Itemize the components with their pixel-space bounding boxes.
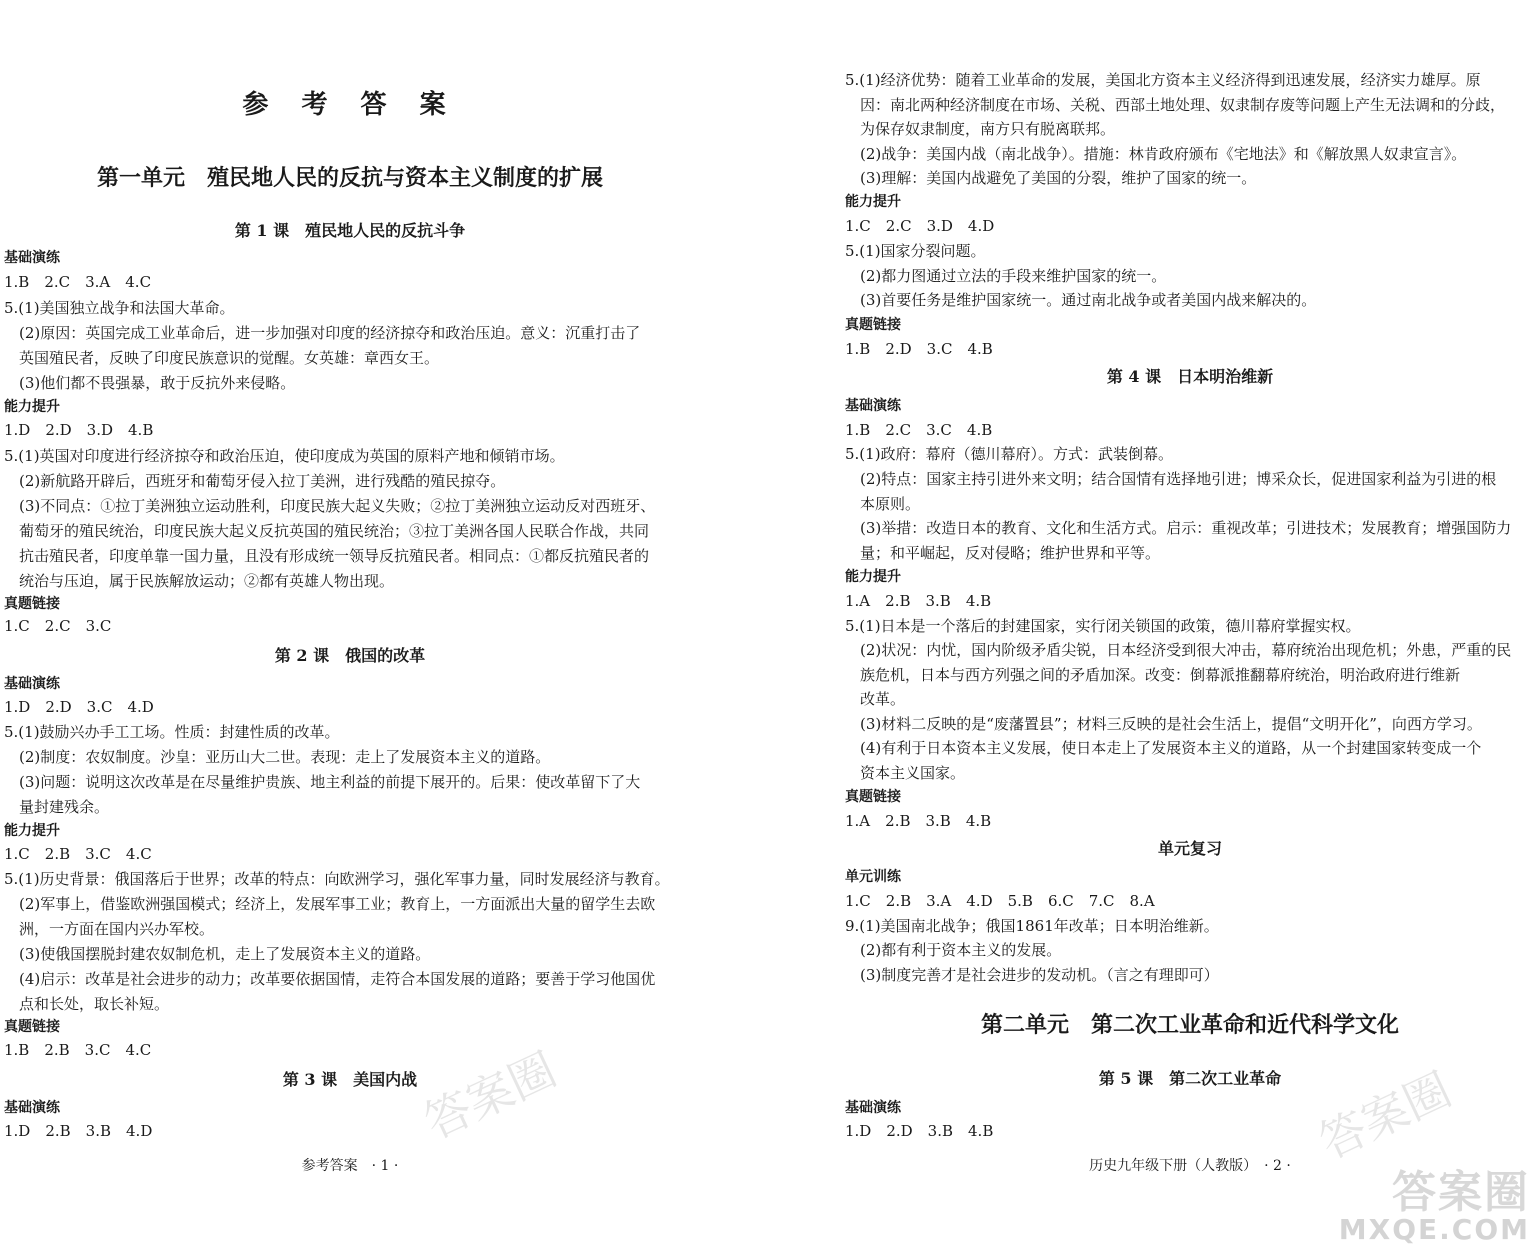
answer-line: (2)原因：英国完成工业革命后，进一步加强对印度的经济掠夺和政治压迫。意义：沉重打击了 bbox=[4, 324, 641, 342]
answer-line: 1.D 2.B 3.B 4.D bbox=[4, 1122, 153, 1140]
lesson-title: 第 1 课 殖民地人民的反抗斗争 bbox=[234, 221, 466, 240]
answer-line: (2)新航路开辟后，西班牙和葡萄牙侵入拉丁美洲，进行残酷的殖民掠夺。 bbox=[4, 472, 506, 490]
answer-line: 1.B 2.B 3.C 4.C bbox=[4, 1041, 152, 1059]
section-label: 能力提升 bbox=[4, 399, 60, 415]
answer-line: 5.(1)美国独立战争和法国大革命。 bbox=[4, 299, 235, 317]
answer-line: 1.B 2.C 3.C 4.B bbox=[845, 421, 993, 439]
answer-line: (3)不同点：①拉丁美洲独立运动胜利，印度民族大起义失败；②拉丁美洲独立运动反对西班牙、 bbox=[4, 497, 656, 515]
answer-line: 改革。 bbox=[845, 690, 906, 708]
section-label: 单元训练 bbox=[845, 869, 901, 885]
answer-line: (2)战争：美国内战（南北战争）。措施：林肯政府颁布《宅地法》和《解放黑人奴隶宣言》。 bbox=[845, 145, 1467, 163]
section-label: 真题链接 bbox=[845, 317, 901, 333]
answer-line: (3)使俄国摆脱封建农奴制危机，走上了发展资本主义的道路。 bbox=[4, 945, 431, 963]
answer-line: 1.C 2.C 3.D 4.D bbox=[845, 217, 995, 235]
answer-line: (4)启示：改革是社会进步的动力；改革要依据国情，走符合本国发展的道路；要善于学习他国优 bbox=[4, 970, 656, 988]
answer-line: 1.A 2.B 3.B 4.B bbox=[845, 812, 992, 830]
answer-line: (3)首要任务是维护国家统一。通过南北战争或者美国内战来解决的。 bbox=[845, 291, 1317, 309]
answer-line: 5.(1)经济优势：随着工业革命的发展，美国北方资本主义经济得到迅速发展，经济实力雄厚。原 bbox=[845, 71, 1481, 89]
answer-line: 资本主义国家。 bbox=[845, 764, 966, 782]
section-label: 真题链接 bbox=[4, 596, 60, 612]
answer-line: (3)问题：说明这次改革是在尽量维护贵族、地主利益的前提下展开的。后果：使改革留下了大 bbox=[4, 773, 641, 791]
answer-line: 1.D 2.D 3.D 4.B bbox=[4, 421, 154, 439]
answer-line: 量封建残余。 bbox=[4, 798, 110, 816]
answer-line: 本原则。 bbox=[845, 495, 921, 513]
answer-line: 英国殖民者，反映了印度民族意识的觉醒。女英雄：章西女王。 bbox=[4, 349, 440, 367]
lesson-title: 单元复习 bbox=[1157, 839, 1222, 858]
section-label: 能力提升 bbox=[4, 823, 60, 839]
answer-line: 9.(1)美国南北战争；俄国1861年改革；日本明治维新。 bbox=[845, 917, 1219, 935]
answer-line: (3)他们都不畏强暴，敢于反抗外来侵略。 bbox=[4, 374, 296, 392]
section-label: 能力提升 bbox=[845, 569, 901, 585]
answer-line: 1.C 2.B 3.A 4.D 5.B 6.C 7.C 8.A bbox=[845, 892, 1155, 910]
watermark-left: 答案圈 bbox=[416, 1042, 565, 1150]
lesson-title: 第 5 课 第二次工业革命 bbox=[1098, 1069, 1282, 1088]
answer-line: (3)举措：改造日本的教育、文化和生活方式。启示：重视改革；引进技术；发展教育；增强国防力 bbox=[845, 519, 1512, 537]
answer-line: (2)特点：国家主持引进外来文明；结合国情有选择地引进；博采众长，促进国家利益为引进的根 bbox=[845, 470, 1497, 488]
section-label: 真题链接 bbox=[4, 1019, 60, 1035]
answer-line: 5.(1)历史背景：俄国落后于世界；改革的特点：向欧洲学习，强化军事力量，同时发展经济与教育。 bbox=[4, 870, 670, 888]
answer-line: 5.(1)英国对印度进行经济掠夺和政治压迫，使印度成为英国的原料产地和倾销市场。 bbox=[4, 447, 565, 465]
answer-line: 5.(1)鼓励兴办手工工场。性质：封建性质的改革。 bbox=[4, 723, 340, 741]
section-label: 基础演练 bbox=[4, 1100, 60, 1116]
lesson-title: 第 3 课 美国内战 bbox=[282, 1070, 418, 1089]
page-footer: 历史九年级下册（人教版） · 2 · bbox=[1089, 1158, 1291, 1174]
unit-title: 第一单元 殖民地人民的反抗与资本主义制度的扩展 bbox=[96, 165, 603, 191]
answer-line: 葡萄牙的殖民统治，印度民族大起义反抗英国的殖民统治；③拉丁美洲各国人民联合作战，共同 bbox=[4, 522, 650, 540]
answer-line: 1.C 2.C 3.C bbox=[4, 617, 112, 635]
answer-line: 抗击殖民者，印度单靠一国力量，且没有形成统一领导反抗殖民者。相同点：①都反抗殖民者的 bbox=[4, 547, 650, 565]
answer-line: (2)都力图通过立法的手段来维护国家的统一。 bbox=[845, 267, 1167, 285]
watermark-logo-url: MXQE.COM bbox=[1338, 1213, 1530, 1246]
answer-line: (3)理解：美国内战避免了美国的分裂，维护了国家的统一。 bbox=[845, 169, 1257, 187]
answer-line: (4)有利于日本资本主义发展，使日本走上了发展资本主义的道路，从一个封建国家转变成一个 bbox=[845, 739, 1482, 757]
answer-line: 1.D 2.D 3.C 4.D bbox=[4, 698, 154, 716]
answer-line: 1.D 2.D 3.B 4.B bbox=[845, 1122, 994, 1140]
section-label: 真题链接 bbox=[845, 789, 901, 805]
answer-line: 5.(1)日本是一个落后的封建国家，实行闭关锁国的政策，德川幕府掌握实权。 bbox=[845, 617, 1361, 635]
unit-title: 第二单元 第二次工业革命和近代科学文化 bbox=[980, 1012, 1399, 1038]
answer-line: 5.(1)政府：幕府（德川幕府）。方式：武装倒幕。 bbox=[845, 445, 1174, 463]
answer-line: 点和长处，取长补短。 bbox=[4, 995, 170, 1013]
answer-line: 1.B 2.D 3.C 4.B bbox=[845, 340, 993, 358]
answer-line: (2)都有利于资本主义的发展。 bbox=[845, 941, 1062, 959]
section-label: 基础演练 bbox=[845, 398, 901, 414]
section-label: 基础演练 bbox=[845, 1100, 901, 1116]
answer-line: (3)制度完善才是社会进步的发动机。（言之有理即可） bbox=[845, 966, 1219, 984]
answer-line: 因：南北两种经济制度在市场、关税、西部土地处理、奴隶制存废等问题上产生无法调和的分歧， bbox=[845, 96, 1506, 114]
section-label: 能力提升 bbox=[845, 194, 901, 210]
answer-line: 洲，一方面在国内兴办军校。 bbox=[4, 920, 215, 938]
answer-line: 1.B 2.C 3.A 4.C bbox=[4, 273, 152, 291]
watermark-logo-text: 答案圈 bbox=[1392, 1167, 1530, 1218]
watermark-logo bbox=[1338, 1156, 1530, 1246]
lesson-title: 第 4 课 日本明治维新 bbox=[1106, 367, 1274, 386]
answer-line: 族危机，日本与西方列强之间的矛盾加深。改变：倒幕派推翻幕府统治，明治政府进行维新 bbox=[845, 666, 1461, 684]
lesson-title: 第 2 课 俄国的改革 bbox=[274, 646, 426, 665]
answer-line: 5.(1)国家分裂问题。 bbox=[845, 242, 986, 260]
answer-line: 1.C 2.B 3.C 4.C bbox=[4, 845, 152, 863]
right-page bbox=[845, 0, 1535, 1250]
answer-line: 量；和平崛起，反对侵略；维护世界和平等。 bbox=[845, 544, 1161, 562]
answer-line: (3)材料二反映的是“废藩置县”；材料三反映的是社会生活上，提倡“文明开化”，向西方学习。 bbox=[845, 715, 1482, 733]
page-title: 参 考 答 案 bbox=[242, 90, 458, 120]
left-page bbox=[0, 0, 700, 1250]
answer-line: 统治与压迫，属于民族解放运动；②都有英雄人物出现。 bbox=[4, 572, 395, 590]
answer-line: 为保存奴隶制度，南方只有脱离联邦。 bbox=[845, 120, 1116, 138]
watermark-right: 答案圈 bbox=[1311, 1062, 1460, 1170]
answer-line: (2)状况：内忧，国内阶级矛盾尖锐，日本经济受到很大冲击，幕府统治出现危机；外患，严重的民 bbox=[845, 641, 1512, 659]
page-footer: 参考答案 · 1 · bbox=[301, 1158, 399, 1174]
answer-line: (2)制度：农奴制度。沙皇：亚历山大二世。表现：走上了发展资本主义的道路。 bbox=[4, 748, 551, 766]
section-label: 基础演练 bbox=[4, 676, 60, 692]
section-label: 基础演练 bbox=[4, 250, 60, 266]
answer-line: (2)军事上，借鉴欧洲强国模式；经济上，发展军事工业；教育上，一方面派出大量的留学生去欧 bbox=[4, 895, 656, 913]
answer-line: 1.A 2.B 3.B 4.B bbox=[845, 592, 992, 610]
